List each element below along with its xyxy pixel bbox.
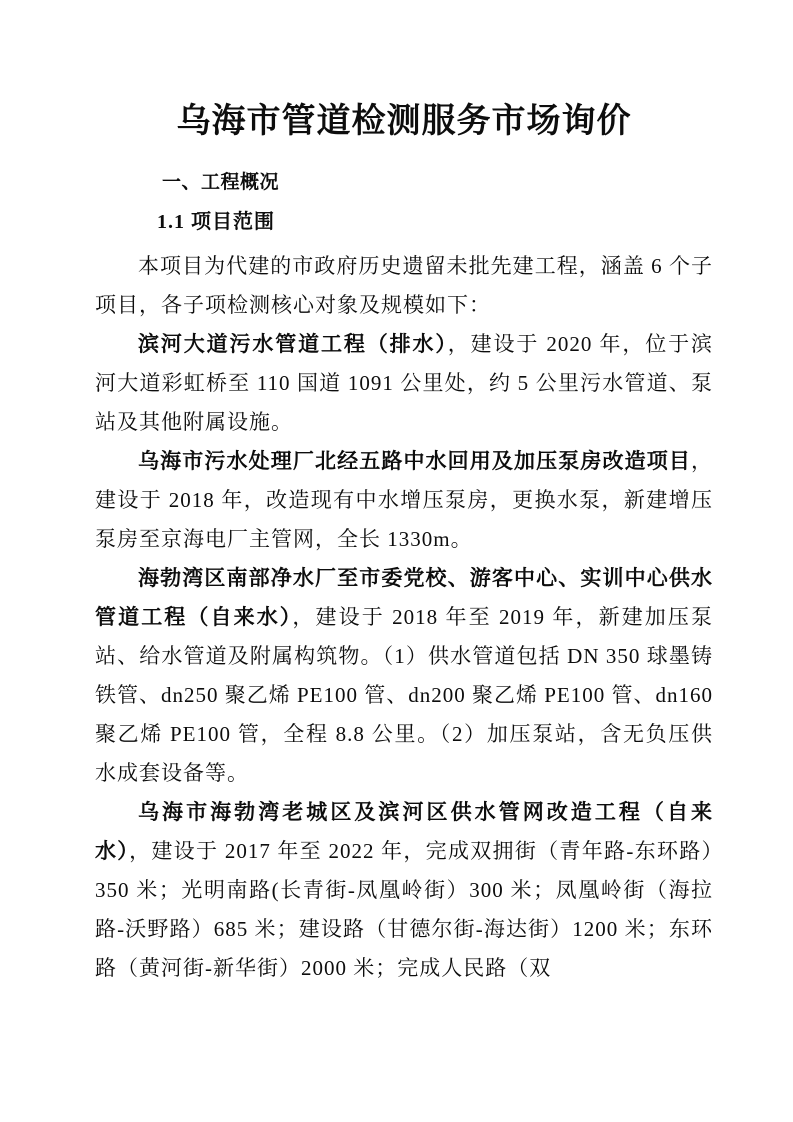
paragraph-project-scope-intro xyxy=(95,247,713,325)
document-title: 乌海市管道检测服务市场询价 xyxy=(176,103,632,140)
document-body xyxy=(95,247,713,988)
paragraph-text: ，建设于 2018 年至 2019 年，新建加压泵站、给水管道及附属构筑物。（1）供水管道包括 DN 350 球墨铸铁管、dn250 聚乙烯 PE100 管、dn200 聚乙烯 PE100 管、dn160 聚乙烯 PE100 管，全程 8.8 公里。（2）加压泵站，含无负压供水成套设备等。 xyxy=(95,605,714,785)
subsection-heading: 1.1 项目范围 xyxy=(157,211,275,233)
paragraph-text: ，建设于 2020 年，位于滨河大道彩虹桥至 110 国道 1091 公里处，约 5 公里污水管道、泵站及其他附属设施。 xyxy=(95,332,713,434)
paragraph-old-town-water-network-renovation xyxy=(95,793,713,988)
paragraph-text: ，建设于 2017 年至 2022 年，完成双拥街（青年路-东环路）350 米；光明南路(长青街-凤凰岭街）300 米；凤凰岭街（海拉路-沃野路）685 米；建设路（甘德尔街-海达街）1200 米；东环路（黄河街-新华街）2000 米；完成人民路（双 xyxy=(95,839,713,980)
paragraph-lead: 乌海市海勃湾老城区及滨河区供水管网改造工程（自来水） xyxy=(95,800,713,863)
paragraph-wastewater-plant-pump-house xyxy=(95,442,713,559)
paragraph-text: 本项目为代建的市政府历史遗留未批先建工程，涵盖 6 个子项目，各子项检测核心对象及规模如下： xyxy=(95,254,713,317)
paragraph-text: ，建设于 2018 年，改造现有中水增压泵房，更换水泵，新建增压泵房至京海电厂主管网，全长 1330m。 xyxy=(95,449,713,551)
section-heading: 一、工程概况 xyxy=(162,172,280,193)
paragraph-lead: 乌海市污水处理厂北经五路中水回用及加压泵房改造项目 xyxy=(138,449,691,473)
paragraph-binhe-avenue-sewage xyxy=(95,325,713,442)
paragraph-lead: 海勃湾区南部净水厂至市委党校、游客中心、实训中心供水管道工程（自来水） xyxy=(95,566,713,629)
paragraph-lead: 滨河大道污水管道工程（排水） xyxy=(138,332,448,356)
paragraph-haibowan-water-supply-pipeline xyxy=(95,559,713,793)
